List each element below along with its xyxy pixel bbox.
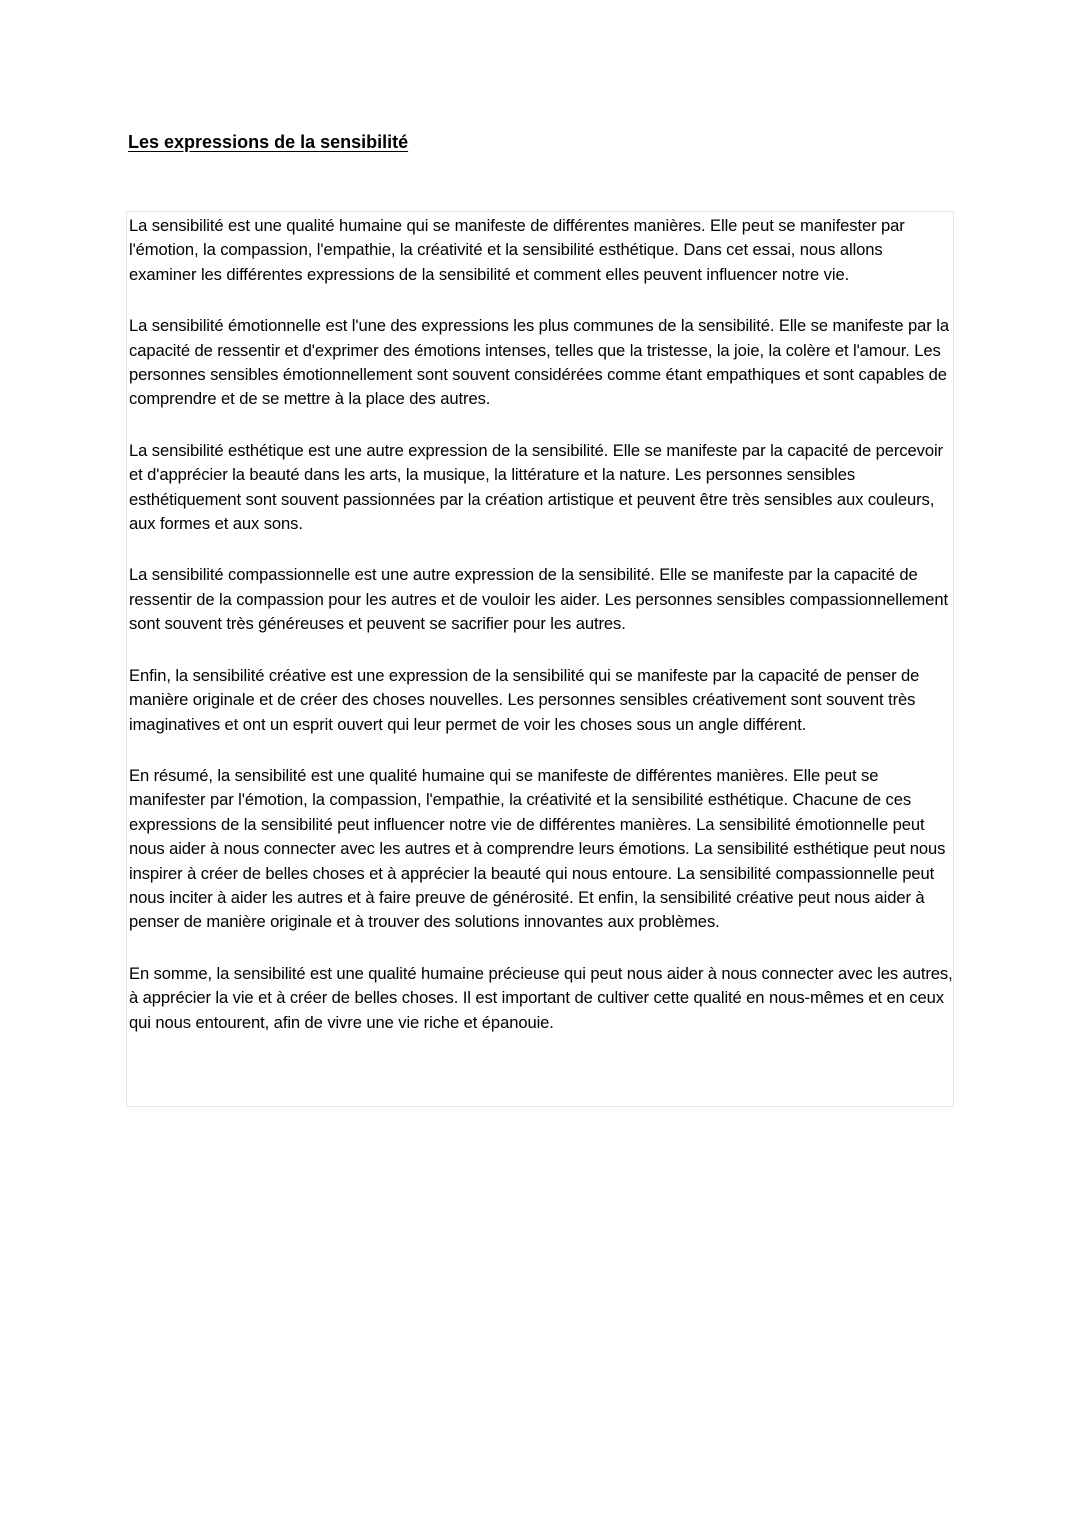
paragraph-summary: En résumé, la sensibilité est une qualité humaine qui se manifeste de différentes manières. Elle peut se manifester par l'émotion, la compassion, l'empathie, la créativité et la sensibilité esthétique. Chacune de ces expressions de la sensibilité peut influencer notre vie de différentes manières. La sensibilité émotionnelle peut nous aider à nous connecter avec les autres et à comprendre leurs émotions. La sensibilité esthétique peut nous inspirer à créer de belles choses et à apprécier la beauté qui nous entoure. La sensibilité compassionnelle peut nous inciter à aider les autres et à faire preuve de générosité. Et enfin, la sensibilité créative peut nous aider à penser de manière originale et à trouver des solutions innovantes aux problèmes.	[129, 765, 946, 932]
paragraph-compassionate-sensitivity: La sensibilité compassionnelle est une autre expression de la sensibilité. Elle se manifeste par la capacité de ressentir de la compassion pour les autres et de vouloir les aider. Les personnes sensibles compassionnellement sont souvent très généreuses et peuvent se sacrifier pour les autres.	[129, 565, 949, 634]
paragraph-conclusion: En somme, la sensibilité est une qualité humaine précieuse qui peut nous aider à nous connecter avec les autres, à apprécier la vie et à créer de belles choses. Il est important de cultiver cette qualité en nous-mêmes et en ceux qui nous entourent, afin de vivre une vie riche et épanouie.	[129, 963, 953, 1032]
paragraph-emotional-sensitivity: La sensibilité émotionnelle est l'une des expressions les plus communes de la sensibilité. Elle se manifeste par la capacité de ressentir et d'exprimer des émotions intenses, telles que la tristesse, la joie, la colère et l'amour. Les personnes sensibles émotionnellement sont souvent considérées comme étant empathiques et sont capables de comprendre et de se mettre à la place des autres.	[129, 316, 949, 409]
paragraph-creative-sensitivity: Enfin, la sensibilité créative est une expression de la sensibilité qui se manifeste par la capacité de penser de manière originale et de créer des choses nouvelles. Les personnes sensibles créativement sont souvent très imaginatives et ont un esprit ouvert qui leur permet de voir les choses sous un angle différent.	[129, 665, 920, 734]
document-title: Les expressions de la sensibilité	[128, 132, 409, 152]
essay-text-box	[126, 211, 954, 1107]
paragraph-introduction: La sensibilité est une qualité humaine qui se manifeste de différentes manières. Elle peut se manifester par l'émotion, la compassion, l'empathie, la créativité et la sensibilité esthétique. Dans cet essai, nous allons examiner les différentes expressions de la sensibilité et comment elles peuvent influencer notre vie.	[129, 216, 905, 284]
paragraph-aesthetic-sensitivity: La sensibilité esthétique est une autre expression de la sensibilité. Elle se manifeste par la capacité de percevoir et d'apprécier la beauté dans les arts, la musique, la littérature et la nature. Les personnes sensibles esthétiquement sont souvent passionnées par la création artistique et peuvent être très sensibles aux couleurs, aux formes et aux sons.	[129, 440, 943, 534]
